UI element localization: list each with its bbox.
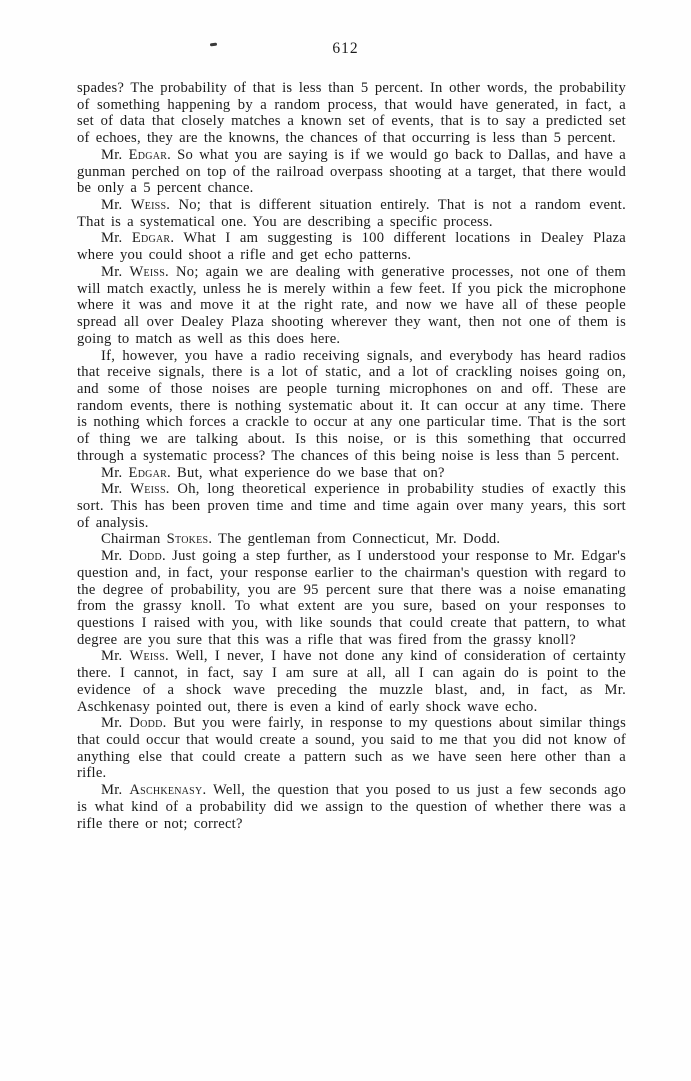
paragraph-text: The gentleman from Connecticut, Mr. Dodd. <box>212 531 501 548</box>
paragraph-text: What I am suggesting is 100 different locations in Dealey Plaza where you could shoot a rifle and get echo patterns. <box>77 230 626 264</box>
speaker-name: Mr. Weiss. <box>101 197 171 214</box>
speaker-name: Mr. Edgar. <box>101 146 172 163</box>
transcript-paragraph <box>77 715 626 782</box>
paragraph-text: But, what experience do we base that on? <box>170 464 445 481</box>
speaker-name: Chairman Stokes. <box>101 531 213 548</box>
speaker-name: Mr. Edgar. <box>101 230 175 247</box>
paragraph-text: If, however, you have a radio receiving signals, and everybody has heard radios that receive signals, there is a lot of static, and a lot of crackling noises going on, and some of those noises are people turning microphones on and off. These are random events, there is nothing systematic about it. It can occur at any time. There is nothing which forces a crackle to occur at any one particular time. That is the sort of thing we are talking about. Is this noise, or is this something that occurred through a systematic process? The chances of this being noise is less than 5 percent. <box>77 347 626 464</box>
transcript-body <box>77 80 626 832</box>
paragraph-text: But you were fairly, in response to my questions about similar things that could occur that would create a sound, you said to me that you did not know of anything else that could create a pattern such as we have seen here other than a rifle. <box>77 715 627 782</box>
paragraph-text: Well, the question that you posed to us just a few seconds ago is what kind of a probability did we assign to the question of whether there was a rifle there or not; correct? <box>77 782 626 832</box>
speaker-name: Mr. Weiss. <box>101 263 169 280</box>
transcript-paragraph <box>77 230 626 263</box>
paragraph-text: spades? The probability of that is less than 5 percent. In other words, the probability of something happening by a random process, that would have generated, in fact, a set of data that closely matches a known set of events, that is to say a predicted set of echoes, they are the knowns, the chances of that occurring is less than 5 percent. <box>77 80 626 147</box>
transcript-paragraph <box>77 481 626 531</box>
paragraph-text: Just going a step further, as I understood your response to Mr. Edgar's question and, in fact, your response earlier to the chairman's question with regard to the degree of probability, you are 95 percent sure that there was a noise emanating from the grassy knoll. To what extent are you sure, based on your responses to questions I raised with you, with like sounds that could create that pattern, to what degree are you sure that this was a rifle that was fired from the grassy knoll? <box>77 548 627 648</box>
transcript-paragraph <box>77 648 626 715</box>
speaker-name: Mr. Dodd. <box>101 548 166 565</box>
speaker-name: Mr. Aschkenasy. <box>101 782 207 799</box>
paragraph-text: So what you are saying is if we would go back to Dallas, and have a gunman perched on top of the railroad overpass shooting at a target, that there would be only a 5 percent chance. <box>77 146 626 197</box>
paragraph-text: No; again we are dealing with generative processes, not one of them will match exactly, unless he is merely within a few feet. If you pick the microphone where it was and move it at the right rate, and now we have all of these people spread all over Dealey Plaza shooting wherever they want, then not one of them is going to match as well as this does here. <box>77 263 626 347</box>
transcript-paragraph <box>77 782 626 832</box>
transcript-paragraph <box>77 80 626 147</box>
speaker-name: Mr. Weiss. <box>101 648 169 665</box>
transcript-paragraph <box>77 147 626 197</box>
paragraph-text: Oh, long theoretical experience in probability studies of exactly this sort. This has been proven time and time and time again over many years, this sort of analysis. <box>77 481 626 531</box>
transcript-paragraph <box>77 197 626 230</box>
transcript-paragraph <box>77 348 626 465</box>
speaker-name: Mr. Edgar. <box>101 464 171 481</box>
paragraph-text: Well, I never, I have not done any kind of consideration of certainty there. I cannot, in fact, say I am sure at all, all I can again do is point to the evidence of a shock wave preceding the muzzle blast, and, in fact, as Mr. Aschkenasy pointed out, there is even a kind of early shock wave echo. <box>77 648 626 715</box>
transcript-paragraph <box>77 264 626 348</box>
speaker-name: Mr. Dodd. <box>101 715 167 732</box>
paragraph-text: No; that is different situation entirely. That is not a random event. That is a systematical one. You are describing a specific process. <box>77 197 627 230</box>
transcript-paragraph <box>77 548 626 648</box>
transcript-paragraph <box>77 531 626 548</box>
page-number: 612 <box>332 40 359 57</box>
speaker-name: Mr. Weiss. <box>101 481 170 498</box>
transcript-paragraph <box>77 465 626 482</box>
